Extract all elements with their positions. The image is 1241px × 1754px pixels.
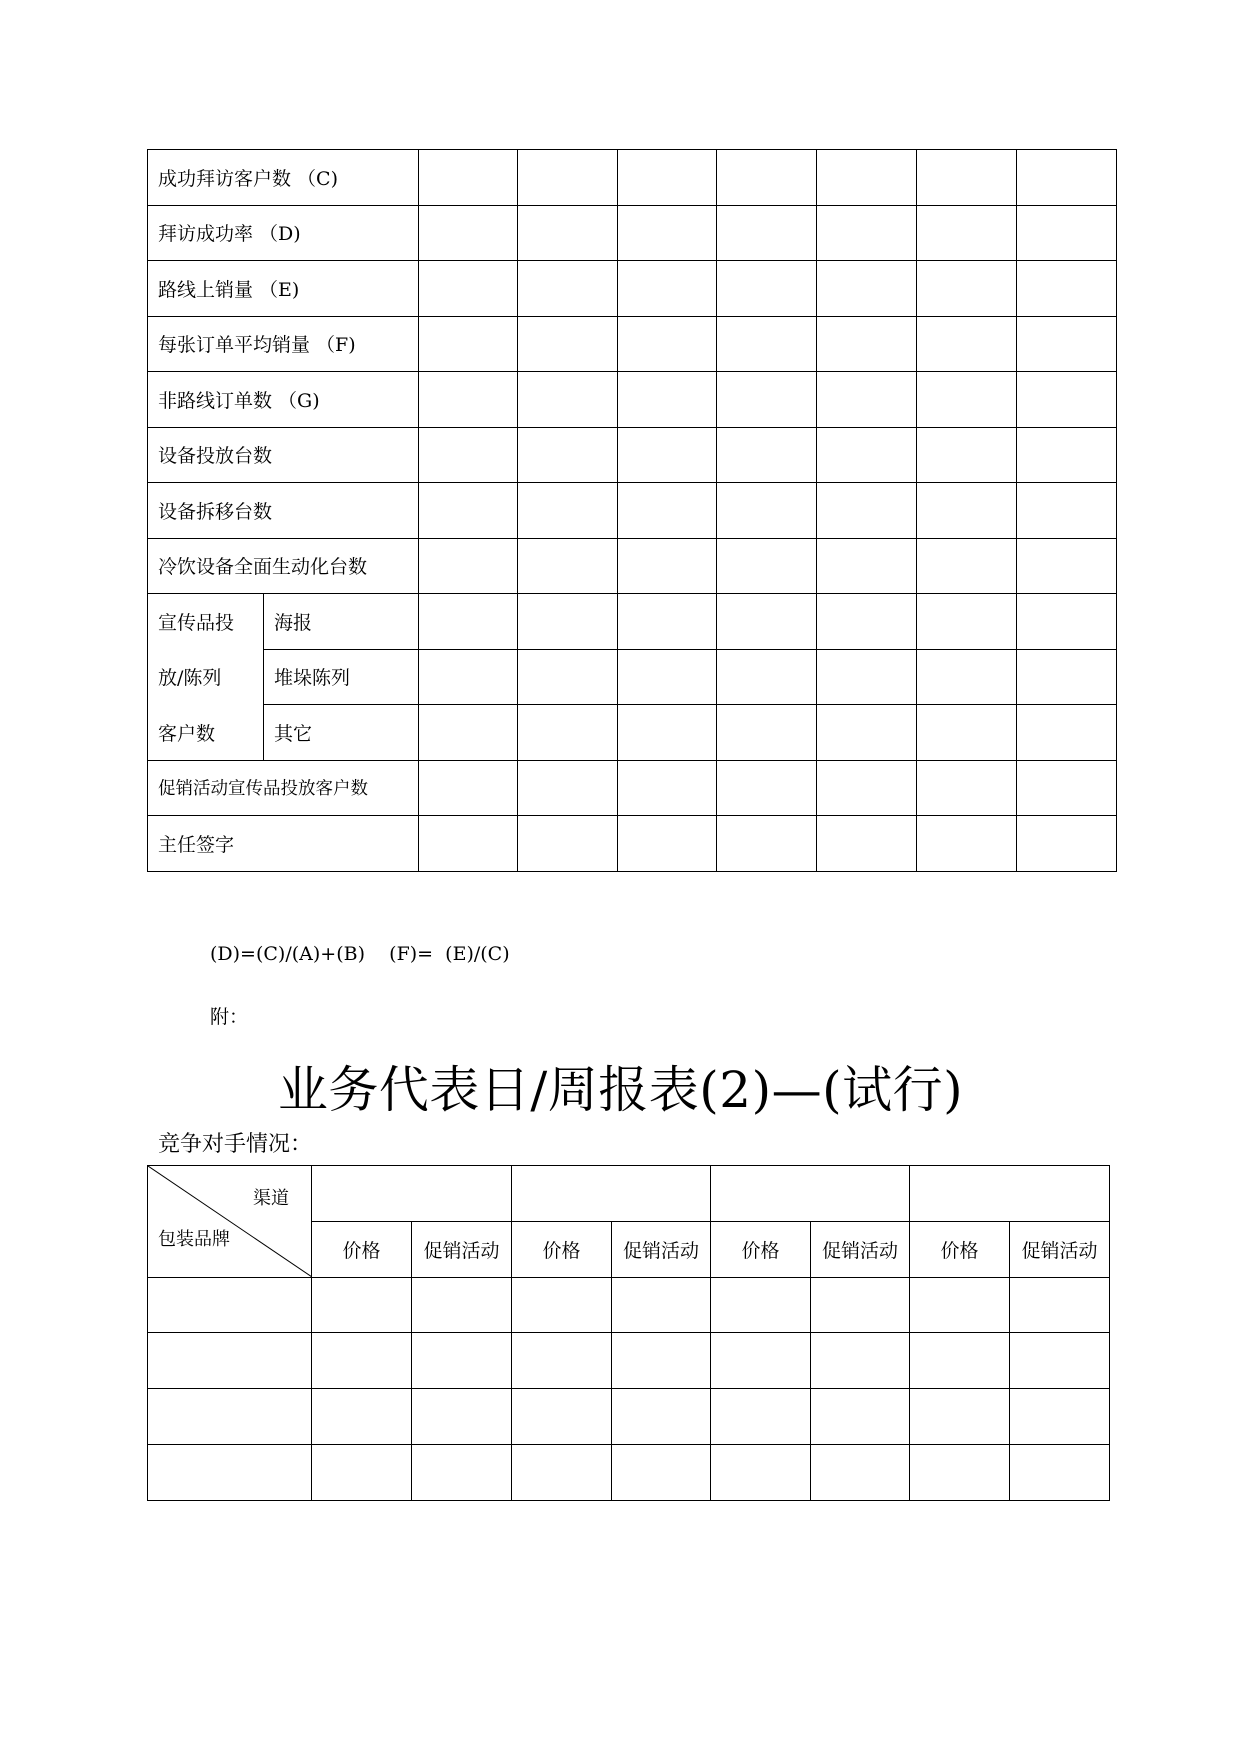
input-cell[interactable] bbox=[917, 816, 1017, 872]
input-cell[interactable] bbox=[148, 1277, 312, 1333]
input-cell[interactable] bbox=[817, 205, 917, 261]
input-cell[interactable] bbox=[1017, 261, 1117, 317]
channel-name-cell[interactable] bbox=[512, 1166, 711, 1222]
row-label: 设备投放台数 bbox=[148, 427, 419, 483]
input-cell[interactable] bbox=[1010, 1277, 1110, 1333]
input-cell[interactable] bbox=[618, 205, 717, 261]
input-cell[interactable] bbox=[419, 372, 518, 428]
input-cell[interactable] bbox=[412, 1277, 512, 1333]
input-cell[interactable] bbox=[910, 1389, 1010, 1445]
input-cell[interactable] bbox=[1010, 1333, 1110, 1389]
input-cell[interactable] bbox=[817, 649, 917, 705]
table-row bbox=[148, 816, 1117, 872]
channel-label: 渠道 bbox=[253, 1188, 289, 1209]
row-label: 非路线订单数 （G) bbox=[148, 372, 419, 428]
input-cell[interactable] bbox=[419, 261, 518, 317]
input-cell[interactable] bbox=[512, 1277, 612, 1333]
table-row bbox=[148, 760, 1117, 816]
brand-label: 包装品牌 bbox=[158, 1228, 230, 1250]
row-label: 设备拆移台数 bbox=[148, 483, 419, 539]
input-cell[interactable] bbox=[618, 594, 717, 650]
sub-header: 促销活动 bbox=[1010, 1221, 1110, 1277]
input-cell[interactable] bbox=[917, 316, 1017, 372]
input-cell[interactable] bbox=[518, 649, 618, 705]
input-cell[interactable] bbox=[512, 1389, 612, 1445]
sub-header: 促销活动 bbox=[412, 1221, 512, 1277]
input-cell[interactable] bbox=[811, 1277, 910, 1333]
input-cell[interactable] bbox=[917, 538, 1017, 594]
input-cell[interactable] bbox=[312, 1277, 412, 1333]
input-cell[interactable] bbox=[312, 1389, 412, 1445]
input-cell[interactable] bbox=[419, 760, 518, 816]
input-cell[interactable] bbox=[518, 150, 618, 206]
input-cell[interactable] bbox=[618, 816, 717, 872]
input-cell[interactable] bbox=[419, 316, 518, 372]
table-row bbox=[148, 261, 1117, 317]
competitor-table bbox=[147, 1165, 1110, 1501]
input-cell[interactable] bbox=[148, 1444, 312, 1500]
input-cell[interactable] bbox=[1017, 427, 1117, 483]
input-cell[interactable] bbox=[817, 316, 917, 372]
input-cell[interactable] bbox=[917, 760, 1017, 816]
table-row bbox=[148, 705, 1117, 761]
input-cell[interactable] bbox=[312, 1333, 412, 1389]
sub-header: 价格 bbox=[312, 1221, 412, 1277]
sub-header: 促销活动 bbox=[612, 1221, 711, 1277]
input-cell[interactable] bbox=[717, 150, 817, 206]
input-cell[interactable] bbox=[1010, 1444, 1110, 1500]
row-label: 路线上销量 （E) bbox=[148, 261, 419, 317]
input-cell[interactable] bbox=[917, 594, 1017, 650]
input-cell[interactable] bbox=[817, 483, 917, 539]
group-label-line: 放/陈列 bbox=[148, 649, 264, 705]
input-cell[interactable] bbox=[512, 1444, 612, 1500]
input-cell[interactable] bbox=[412, 1333, 512, 1389]
input-cell[interactable] bbox=[817, 261, 917, 317]
input-cell[interactable] bbox=[419, 205, 518, 261]
input-cell[interactable] bbox=[917, 649, 1017, 705]
input-cell[interactable] bbox=[612, 1389, 711, 1445]
input-cell[interactable] bbox=[518, 427, 618, 483]
sub-header: 价格 bbox=[910, 1221, 1010, 1277]
input-cell[interactable] bbox=[817, 372, 917, 428]
input-cell[interactable] bbox=[1017, 205, 1117, 261]
input-cell[interactable] bbox=[312, 1444, 412, 1500]
input-cell[interactable] bbox=[910, 1333, 1010, 1389]
input-cell[interactable] bbox=[711, 1389, 811, 1445]
input-cell[interactable] bbox=[811, 1333, 910, 1389]
input-cell[interactable] bbox=[917, 261, 1017, 317]
table-row bbox=[148, 1277, 1110, 1333]
input-cell[interactable] bbox=[817, 760, 917, 816]
input-cell[interactable] bbox=[817, 150, 917, 206]
input-cell[interactable] bbox=[518, 816, 618, 872]
input-cell[interactable] bbox=[419, 427, 518, 483]
table-row bbox=[148, 205, 1117, 261]
input-cell[interactable] bbox=[518, 538, 618, 594]
input-cell[interactable] bbox=[917, 483, 1017, 539]
input-cell[interactable] bbox=[148, 1389, 312, 1445]
table-row bbox=[148, 372, 1117, 428]
input-cell[interactable] bbox=[419, 649, 518, 705]
group-item-label: 堆垛陈列 bbox=[264, 649, 419, 705]
input-cell[interactable] bbox=[612, 1277, 711, 1333]
input-cell[interactable] bbox=[1017, 649, 1117, 705]
input-cell[interactable] bbox=[717, 205, 817, 261]
input-cell[interactable] bbox=[518, 760, 618, 816]
header-row bbox=[148, 1166, 1110, 1222]
input-cell[interactable] bbox=[910, 1277, 1010, 1333]
input-cell[interactable] bbox=[717, 372, 817, 428]
input-cell[interactable] bbox=[612, 1444, 711, 1500]
input-cell[interactable] bbox=[811, 1389, 910, 1445]
input-cell[interactable] bbox=[518, 205, 618, 261]
input-cell[interactable] bbox=[817, 538, 917, 594]
input-cell[interactable] bbox=[618, 760, 717, 816]
input-cell[interactable] bbox=[717, 816, 817, 872]
input-cell[interactable] bbox=[618, 705, 717, 761]
input-cell[interactable] bbox=[512, 1333, 612, 1389]
input-cell[interactable] bbox=[717, 316, 817, 372]
input-cell[interactable] bbox=[1017, 816, 1117, 872]
table-row bbox=[148, 649, 1117, 705]
table-row bbox=[148, 594, 1117, 650]
input-cell[interactable] bbox=[419, 483, 518, 539]
table-row bbox=[148, 1389, 1110, 1445]
input-cell[interactable] bbox=[717, 538, 817, 594]
sub-header: 促销活动 bbox=[811, 1221, 910, 1277]
input-cell[interactable] bbox=[711, 1444, 811, 1500]
channel-name-cell[interactable] bbox=[312, 1166, 512, 1222]
input-cell[interactable] bbox=[419, 816, 518, 872]
row-label: 促销活动宣传品投放客户数 bbox=[148, 760, 419, 816]
input-cell[interactable] bbox=[1017, 538, 1117, 594]
input-cell[interactable] bbox=[717, 760, 817, 816]
input-cell[interactable] bbox=[917, 205, 1017, 261]
input-cell[interactable] bbox=[1017, 150, 1117, 206]
input-cell[interactable] bbox=[811, 1444, 910, 1500]
row-label: 每张订单平均销量 （F) bbox=[148, 316, 419, 372]
input-cell[interactable] bbox=[518, 705, 618, 761]
diagonal-line bbox=[148, 1166, 312, 1277]
input-cell[interactable] bbox=[1017, 483, 1117, 539]
input-cell[interactable] bbox=[1017, 316, 1117, 372]
input-cell[interactable] bbox=[717, 483, 817, 539]
table-row bbox=[148, 1444, 1110, 1500]
input-cell[interactable] bbox=[1017, 705, 1117, 761]
input-cell[interactable] bbox=[917, 372, 1017, 428]
input-cell[interactable] bbox=[419, 538, 518, 594]
input-cell[interactable] bbox=[717, 705, 817, 761]
table-row bbox=[148, 1333, 1110, 1389]
input-cell[interactable] bbox=[618, 150, 717, 206]
row-label: 成功拜访客户数 （C) bbox=[148, 150, 419, 206]
table-row bbox=[148, 483, 1117, 539]
input-cell[interactable] bbox=[419, 594, 518, 650]
section-subtitle: 竞争对手情况： bbox=[158, 1132, 313, 1157]
input-cell[interactable] bbox=[412, 1389, 512, 1445]
input-cell[interactable] bbox=[817, 816, 917, 872]
input-cell[interactable] bbox=[612, 1333, 711, 1389]
table-row bbox=[148, 150, 1117, 206]
input-cell[interactable] bbox=[1017, 760, 1117, 816]
group-label-line: 宣传品投 bbox=[148, 594, 264, 650]
input-cell[interactable] bbox=[711, 1277, 811, 1333]
input-cell[interactable] bbox=[618, 316, 717, 372]
group-item-label: 其它 bbox=[264, 705, 419, 761]
input-cell[interactable] bbox=[518, 594, 618, 650]
input-cell[interactable] bbox=[917, 705, 1017, 761]
input-cell[interactable] bbox=[618, 261, 717, 317]
input-cell[interactable] bbox=[917, 427, 1017, 483]
input-cell[interactable] bbox=[711, 1333, 811, 1389]
table-row bbox=[148, 427, 1117, 483]
daily-report-table bbox=[147, 149, 1117, 872]
input-cell[interactable] bbox=[817, 705, 917, 761]
page-title: 业务代表日/周报表(2)—(试行) bbox=[277, 1061, 964, 1119]
table-row bbox=[148, 316, 1117, 372]
input-cell[interactable] bbox=[817, 427, 917, 483]
input-cell[interactable] bbox=[618, 483, 717, 539]
input-cell[interactable] bbox=[518, 261, 618, 317]
input-cell[interactable] bbox=[817, 594, 917, 650]
input-cell[interactable] bbox=[419, 150, 518, 206]
channel-name-cell[interactable] bbox=[910, 1166, 1110, 1222]
sub-header: 价格 bbox=[512, 1221, 612, 1277]
input-cell[interactable] bbox=[618, 649, 717, 705]
input-cell[interactable] bbox=[1017, 594, 1117, 650]
input-cell[interactable] bbox=[717, 261, 817, 317]
input-cell[interactable] bbox=[148, 1333, 312, 1389]
sub-header: 价格 bbox=[711, 1221, 811, 1277]
input-cell[interactable] bbox=[518, 316, 618, 372]
input-cell[interactable] bbox=[412, 1444, 512, 1500]
table-row bbox=[148, 538, 1117, 594]
input-cell[interactable] bbox=[717, 649, 817, 705]
input-cell[interactable] bbox=[518, 483, 618, 539]
input-cell[interactable] bbox=[518, 372, 618, 428]
group-label-line: 客户数 bbox=[148, 705, 264, 761]
input-cell[interactable] bbox=[618, 427, 717, 483]
appendix-label: 附： bbox=[210, 1006, 249, 1028]
input-cell[interactable] bbox=[618, 538, 717, 594]
channel-name-cell[interactable] bbox=[711, 1166, 910, 1222]
input-cell[interactable] bbox=[917, 150, 1017, 206]
input-cell[interactable] bbox=[717, 594, 817, 650]
input-cell[interactable] bbox=[1010, 1389, 1110, 1445]
input-cell[interactable] bbox=[618, 372, 717, 428]
input-cell[interactable] bbox=[910, 1444, 1010, 1500]
formula-text: (D)=(C)/(A)+(B) (F)= (E)/(C) bbox=[210, 943, 510, 965]
row-label: 冷饮设备全面生动化台数 bbox=[148, 538, 419, 594]
input-cell[interactable] bbox=[717, 427, 817, 483]
group-item-label: 海报 bbox=[264, 594, 419, 650]
row-label: 拜访成功率 （D) bbox=[148, 205, 419, 261]
input-cell[interactable] bbox=[419, 705, 518, 761]
input-cell[interactable] bbox=[1017, 372, 1117, 428]
diagonal-header-cell bbox=[148, 1166, 312, 1278]
row-label: 主任签字 bbox=[148, 816, 419, 872]
